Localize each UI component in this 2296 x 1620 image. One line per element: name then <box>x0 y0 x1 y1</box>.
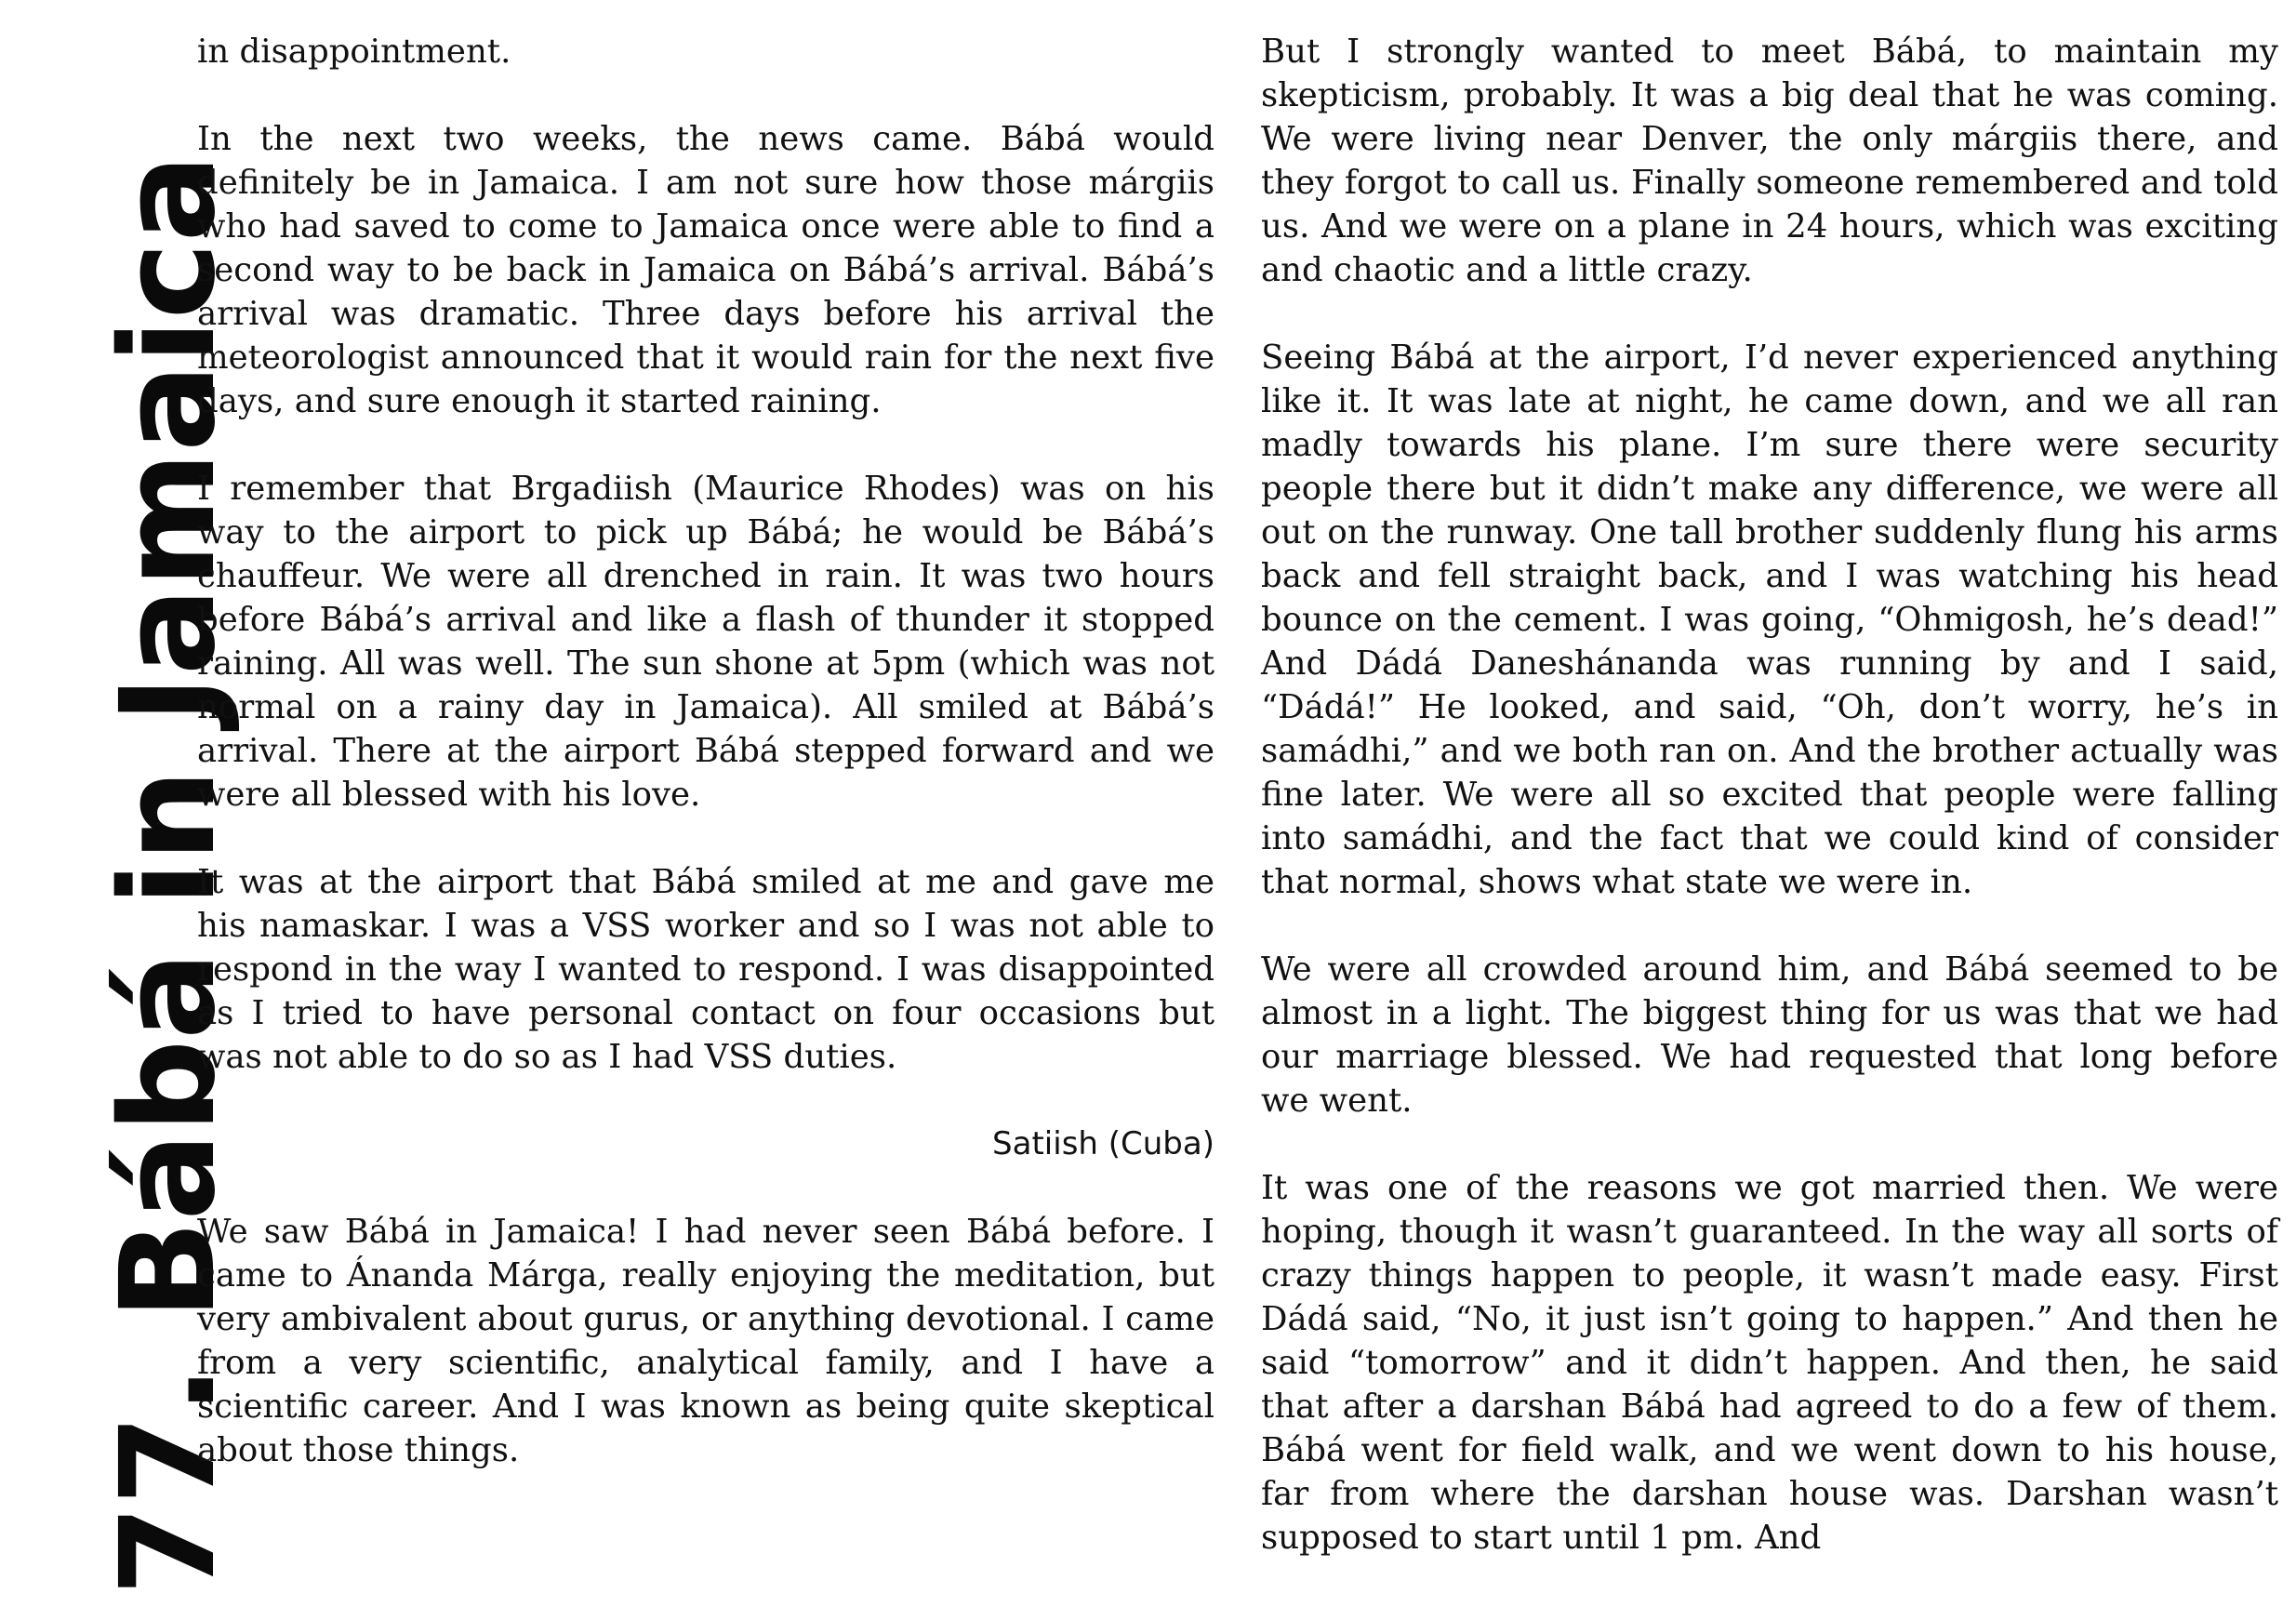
paragraph: I remember that Brgadiish (Maurice Rhodes) was on his way to the airport to pick up Bábá; he would be Bábá’s chauffeur. We were all drenched in rain. It was two hours before Bábá’s arrival and like a flash of thunder it stopped raining. All was well. The sun shone at 5pm (which was not normal on a rainy day in Jamaica). All smiled at Bábá’s arrival. There at the airport Bábá stepped forward and we were all blessed with his love. <box>197 470 1214 814</box>
left-column <box>197 30 1214 1472</box>
paragraph: It was at the airport that Bábá smiled at me and gave me his namaskar. I was a VSS worker and so I was not able to respond in the way I wanted to respond. I was disappointed as I tried to have personal contact on four occasions but was not able to do so as I had VSS duties. <box>197 863 1214 1076</box>
paragraph: But I strongly wanted to meet Bábá, to maintain my skepticism, probably. It was a big deal that he was coming. We were living near Denver, the only márgiis there, and they forgot to call us. Finally someone remembered and told us. And we were on a plane in 24 hours, which was exciting and chaotic and a little crazy. <box>1261 33 2278 289</box>
paragraph: We saw Bábá in Jamaica! I had never seen Bábá before. I came to Ánanda Márga, really enjoying the meditation, but very ambivalent about gurus, or anything devotional. I came from a very scientific, analytical family, and I have a scientific career. And I was known as being quite skeptical about those things. <box>197 1213 1214 1469</box>
chapter-title: 77. Bábá in Jamaica <box>93 153 245 1596</box>
paragraph: Seeing Bábá at the airport, I’d never experienced anything like it. It was late at night, he came down, and we all ran madly towards his plane. I’m sure there were security people there but it didn’t make any difference, we were all out on the runway. One tall brother suddenly flung his arms back and fell straight back, and I was watching his head bounce on the cement. I was going, “Ohmigosh, he’s dead!” And Dádá Daneshánanda was running by and I said, “Dádá!” He looked, and said, “Oh, don’t worry, he’s in samádhi,” and we both ran on. And the brother actually was fine later. We were all so excited that people were falling into samádhi, and the fact that we could kind of consider that normal, shows what state we were in. <box>1261 339 2278 901</box>
chapter-title-sidebar <box>0 0 245 1620</box>
paragraph: It was one of the reasons we got married then. We were hoping, though it wasn’t guaranteed. In the way all sorts of crazy things happen to people, it wasn’t made easy. First Dádá said, “No, it just isn’t going to happen.” And then he said “tomorrow” and it didn’t happen. And then, he said that after a darshan Bábá had agreed to do a few of them. Bábá went for field walk, and we went down to his house, far from where the darshan house was. Darshan wasn’t supposed to start until 1 pm. And <box>1261 1169 2278 1557</box>
attribution: Satiish (Cuba) <box>992 1125 1214 1162</box>
paragraph: In the next two weeks, the news came. Bábá would definitely be in Jamaica. I am not sure how those márgiis who had saved to come to Jamaica once were able to find a second way to be back in Jamaica on Bábá’s arrival. Bábá’s arrival was dramatic. Three days before his arrival the meteorologist announced that it would rain for the next five days, and sure enough it started raining. <box>197 120 1214 420</box>
paragraph: We were all crowded around him, and Bábá seemed to be almost in a light. The biggest thing for us was that we had our marriage blessed. We had requested that long before we went. <box>1261 950 2278 1120</box>
paragraph: in disappointment. <box>197 33 511 71</box>
right-column <box>1261 30 2278 1560</box>
